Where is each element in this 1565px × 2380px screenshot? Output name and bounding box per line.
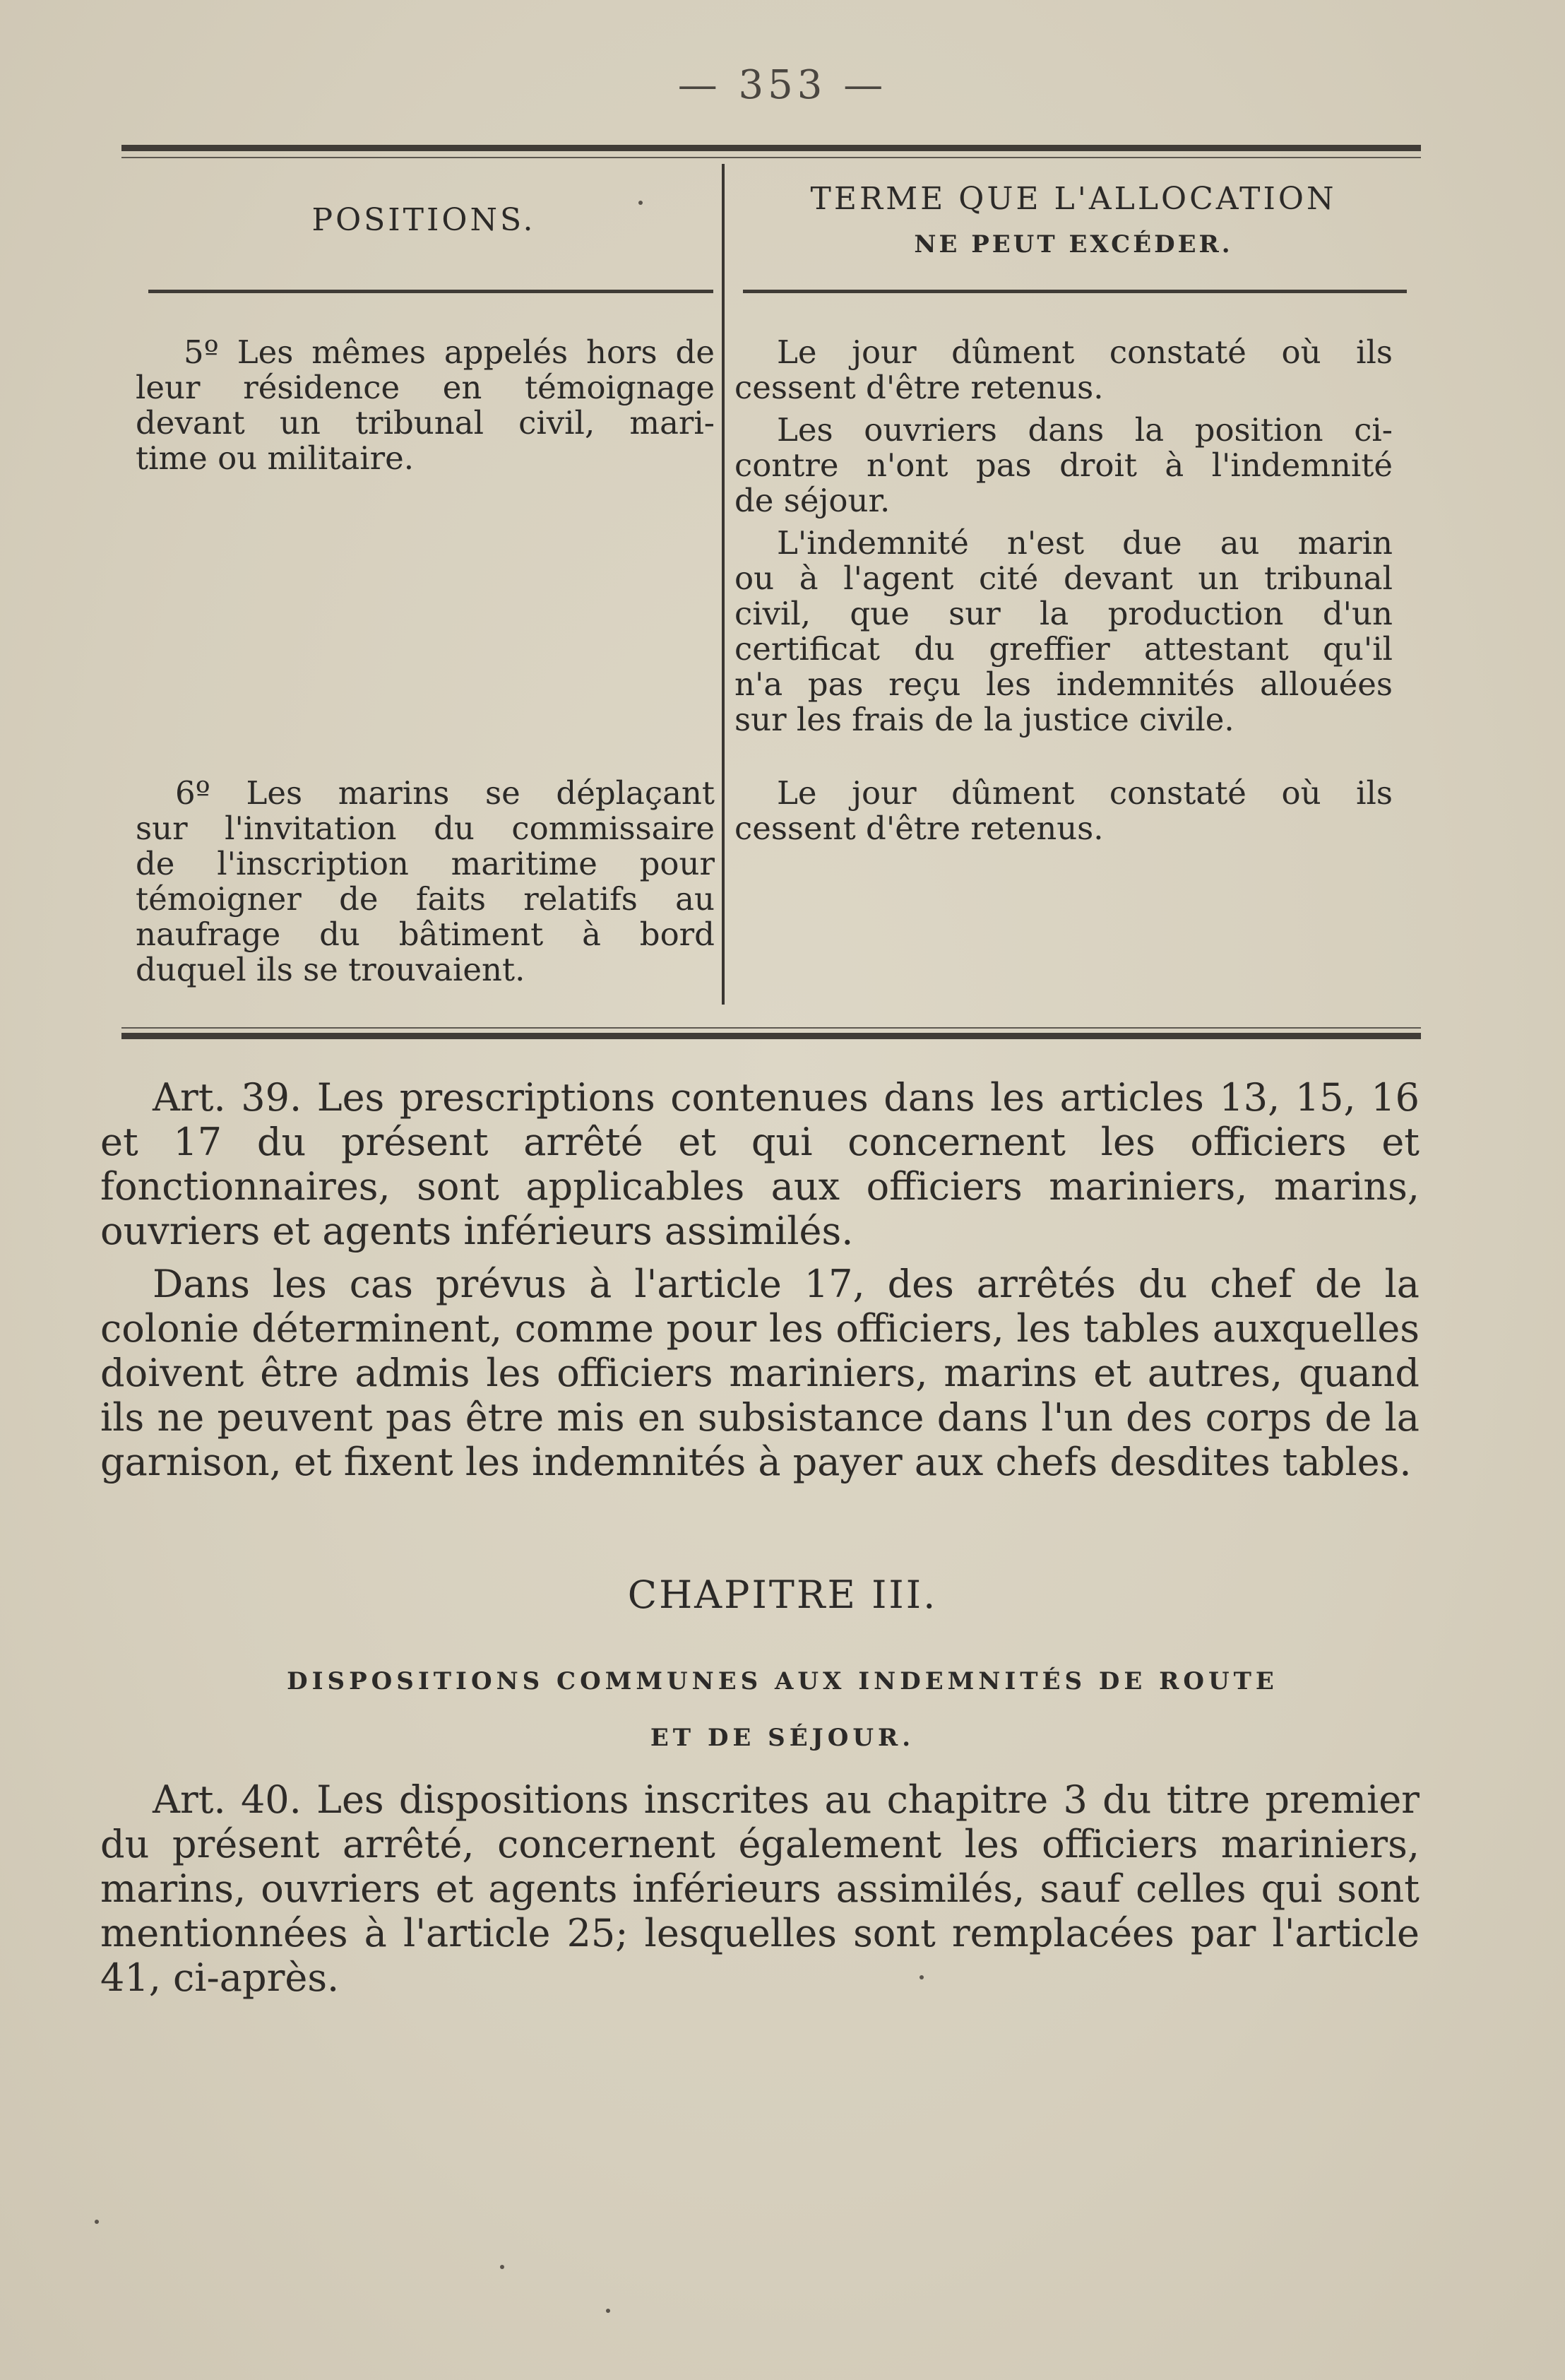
paper-speck: [500, 2265, 504, 2269]
row2-position-line: sur l'invitation du commissaire: [136, 810, 715, 847]
row2-position-line: naufrage du bâtiment à bord: [136, 916, 715, 953]
row2-position-line: témoigner de faits relatifs au: [136, 880, 715, 918]
chapter-subtitle-line2: ET DE SÉJOUR.: [650, 1724, 915, 1752]
paper-speck: [95, 2220, 99, 2224]
row1-position-line: time ou militaire.: [136, 439, 415, 477]
table-bottom-rule-thin: [121, 1027, 1421, 1029]
table-bottom-rule: [121, 1033, 1421, 1039]
row2-terme: [734, 776, 1393, 846]
article-39-paragraph-2: Dans les cas prévus à l'article 17, des arrêtés du chef de la colonie déterminent, comme pour les officiers, les tables auxquelles doivent être admis les officiers mariniers, marins et autres, quand ils ne peuvent pas être mis en subsistance dans l'un des corps de la garnison, et fixent les indemnités à payer aux chefs desdites tables.: [100, 1262, 1420, 1484]
header-terme-line2: NE PEUT EXCÉDER.: [914, 230, 1233, 259]
row1-note-line: ou à l'agent cité devant un tribunal: [734, 560, 1393, 597]
row2-position-line: duquel ils se trouvaient.: [136, 951, 525, 988]
header-rule-right: [743, 290, 1407, 293]
row1-position-line: 5º Les mêmes appelés hors de: [184, 333, 715, 371]
header-positions: POSITIONS.: [311, 202, 536, 238]
row1-note-line: contre n'ont pas droit à l'indemnité: [734, 446, 1393, 484]
chapter-title: CHAPITRE III.: [627, 1573, 938, 1617]
chapter-subtitle-line1: DISPOSITIONS COMMUNES AUX INDEMNITÉS DE ROUTE: [287, 1667, 1278, 1695]
row1-note-line: de séjour.: [734, 482, 891, 519]
header-terme-line1: TERME QUE L'ALLOCATION: [810, 181, 1337, 217]
table-top-rule-thin: [121, 157, 1421, 158]
table-top-rule: [121, 145, 1421, 151]
row2-position: [136, 776, 715, 988]
row2-terme-line: Le jour dûment constaté où ils: [777, 774, 1393, 812]
row1-position: [136, 335, 715, 476]
article-40-paragraph-1: Art. 40. Les dispositions inscrites au chapitre 3 du titre premier du présent arrêté, concernent également les officiers mariniers, marins, ouvriers et agents inférieurs assimilés, sauf celles qui sont mentionnées à l'article 25; lesquelles sont remplacées par l'article 41, ci-après.: [100, 1777, 1420, 2000]
article-39-paragraph-1: Art. 39. Les prescriptions contenues dans les articles 13, 15, 16 et 17 du présent arrêté et qui concernent les officiers et fonctionnaires, sont applicables aux officiers mariniers, marins, ouvriers et agents inférieurs assimilés.: [100, 1075, 1420, 1253]
row2-terme-line: cessent d'être retenus.: [734, 810, 1104, 847]
column-divider: [722, 164, 725, 1005]
row1-note-line: sur les frais de la justice civile.: [734, 701, 1234, 738]
paper-speck: [920, 1975, 924, 1979]
row1-position-line: leur résidence en témoignage: [136, 369, 715, 406]
row2-position-line: de l'inscription maritime pour: [136, 845, 715, 882]
row1-note-line: Les ouvriers dans la position ci-: [777, 411, 1393, 449]
row1-note-line: civil, que sur la production d'un: [734, 595, 1393, 632]
row1-note-line: n'a pas reçu les indemnités allouées: [734, 665, 1393, 703]
row1-note-line: L'indemnité n'est due au marin: [777, 524, 1393, 562]
paper-speck: [638, 201, 643, 205]
row1-note-line: certificat du greffier attestant qu'il: [734, 630, 1393, 668]
row2-position-line: 6º Les marins se déplaçant: [175, 774, 715, 812]
article-39: [100, 1075, 1420, 1484]
row1-position-line: devant un tribunal civil, mari-: [136, 404, 715, 442]
header-rule-left: [148, 290, 713, 293]
page-number: — 353 —: [677, 62, 888, 108]
row1-terme-line: cessent d'être retenus.: [734, 369, 1104, 406]
paper-speck: [606, 2309, 610, 2313]
article-40: [100, 1777, 1420, 2000]
row1-terme-line: Le jour dûment constaté où ils: [777, 333, 1393, 371]
row1-terme: [734, 335, 1393, 738]
